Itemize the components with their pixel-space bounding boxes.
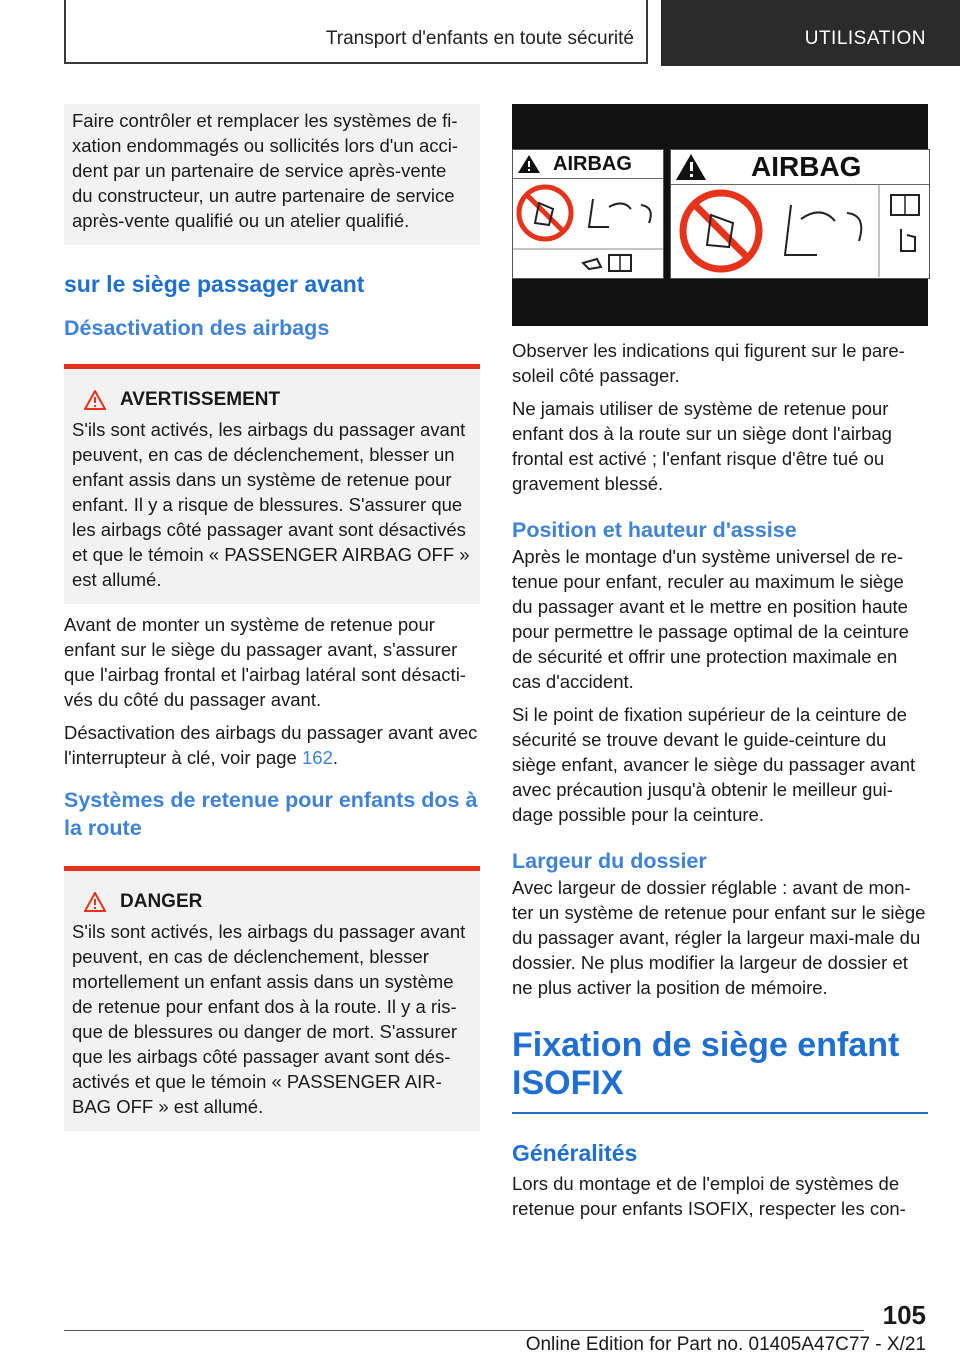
footer-edition: Online Edition for Part no. 01405A47C77 - X/21: [525, 1334, 926, 1355]
airbag-label-large: AIRBAG: [670, 149, 930, 279]
page-number: 105: [882, 1300, 926, 1330]
danger-box: [64, 866, 480, 1131]
danger-text: S'ils sont activés, les airbags du passager avant peuvent, en cas de déclenchement, blesser mortellement un enfant assis dans un système de retenue pour enfant dos à la route. Il y a ris-que de blessures ou danger de mort. S'assurer que les airbags côté passager avant sont dés-activés et que le témoin « PASSENGER AIR-BAG OFF » est allumé.: [72, 921, 466, 1117]
airbag-label-small: AIRBAG: [512, 149, 664, 279]
paragraph-after-mounting: Après le montage d'un système universel de re-tenue pour enfant, reculer au maximum le siège du passager avant et le mettre en position haute pour permettre le passage optimal de la ceinture de sécurité et offrir une protection maximale en cas d'accident.: [512, 546, 909, 692]
warning-triangle-icon: [675, 153, 707, 181]
heading-rear-facing-systems: Systèmes de retenue pour enfants dos à la route: [64, 788, 478, 840]
heading-general: Généralités: [512, 1140, 638, 1166]
heading-backrest-width: Largeur du dossier: [512, 849, 707, 873]
heading-airbag-deactivation: Désactivation des airbags: [64, 316, 330, 340]
paragraph-backrest-width: Avec largeur de dossier réglable : avant de mon-ter un système de retenue pour enfant sur le siège du passager avant, régler la largeur maxi-male du dossier. Ne plus modifier la largeur de dossier et ne plus activer la position de mémoire.: [512, 877, 926, 998]
warning-text: S'ils sont activés, les airbags du passager avant peuvent, en cas de déclenchement, blesser un enfant assis dans un système de retenue pour enfant. Il y a risque de blessures. S'assurer que les airbags côté passager avant sont désactivés et que le témoin « PASSENGER AIRBAG OFF » est allumé.: [72, 419, 470, 590]
heading-passenger-seat: sur le siège passager avant: [64, 271, 365, 297]
note-text: Faire contrôler et remplacer les systèmes de fi-xation endommagés ou sollicités lors d'un acci-dent par un partenaire de service après-vente du constructeur, un autre partenaire de service après-vente qualifié ou un atelier qualifié.: [72, 110, 459, 231]
warning-box: [64, 364, 480, 604]
paragraph-belt-anchor: Si le point de fixation supérieur de la ceinture de sécurité se trouve devant le guide-ceinture du siège enfant, avancer le siège du passager avant avec précaution jusqu'à obtenir le meilleur gui-dage possible pour la ceinture.: [512, 704, 916, 825]
paragraph-isofix-general: Lors du montage et de l'emploi de systèmes de retenue pour enfants ISOFIX, respecter les con-: [512, 1173, 906, 1219]
page-reference-link[interactable]: 162: [302, 747, 333, 768]
child-seat-airbag-pictogram: [513, 179, 663, 277]
header-chapter-title: UTILISATION: [804, 28, 926, 49]
header-chapter-tab: [661, 0, 960, 66]
note-box: [64, 104, 480, 245]
paragraph-sun-visor: Observer les indications qui figurent sur le pare-soleil côté passager.: [512, 340, 905, 386]
danger-triangle-icon: [84, 892, 106, 912]
warning-triangle-icon: [84, 390, 106, 410]
paragraph-before-mounting: Avant de monter un système de retenue pour enfant sur le siège du passager avant, s'assurer que l'airbag frontal et l'airbag latéral sont désacti-vés du côté du passager avant.: [64, 614, 466, 710]
heading-isofix: Fixation de siège enfant ISOFIX: [512, 1026, 900, 1102]
header-section-title: Transport d'enfants en toute sécurité: [325, 28, 634, 49]
child-seat-airbag-pictogram-large: [671, 185, 929, 277]
footer-divider: [64, 1330, 864, 1331]
header-section-box: [64, 0, 648, 64]
danger-title: DANGER: [120, 891, 203, 912]
paragraph-deactivation-key: Désactivation des airbags du passager avant avec l'interrupteur à clé, voir page 162.: [64, 722, 478, 768]
warning-title: AVERTISSEMENT: [120, 389, 281, 410]
right-column: [512, 104, 928, 1229]
heading-rule: [512, 1112, 928, 1114]
warning-triangle-icon: [517, 154, 541, 174]
paragraph-never-use: Ne jamais utiliser de système de retenue pour enfant dos à la route sur un siège dont l'airbag frontal est activé ; l'enfant risque d'être tué ou gravement blessé.: [512, 398, 892, 494]
airbag-label-photo: [512, 104, 928, 326]
heading-seat-position: Position et hauteur d'assise: [512, 518, 797, 542]
left-column: [64, 104, 480, 1131]
